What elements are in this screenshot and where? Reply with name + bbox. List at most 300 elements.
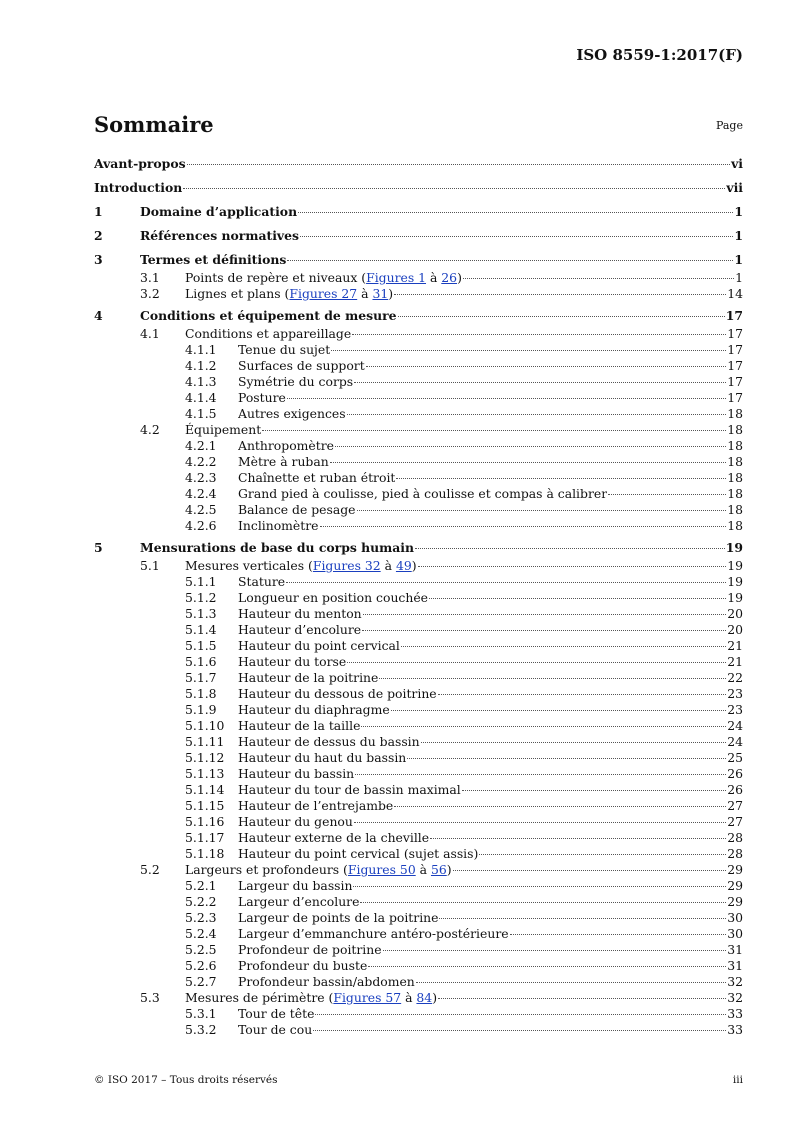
dot-leader [366, 365, 727, 367]
toc-entry-title-text: Hauteur de la poitrine [238, 670, 379, 685]
toc-entry-title [238, 590, 428, 606]
toc-entry-title [238, 1006, 314, 1022]
toc-entry-number: 5.1.11 [185, 734, 225, 749]
dot-leader [608, 493, 726, 495]
toc-entry-page: 18 [727, 406, 743, 421]
toc-entry-page: 25 [727, 750, 743, 765]
toc-entry-number: 5.1.2 [185, 590, 217, 605]
toc-entry-page: 18 [727, 454, 743, 469]
toc-entry[interactable] [94, 878, 743, 894]
toc-entry-title-text: Hauteur du bassin [238, 766, 355, 781]
toc-entry-page: 19 [727, 590, 743, 605]
toc-entry-title [238, 830, 429, 846]
toc-entry[interactable] [94, 798, 743, 814]
toc-entry-title [238, 846, 478, 862]
toc-entry-number: 3.2 [140, 286, 160, 301]
toc-entry-tail: ) [388, 286, 394, 301]
dot-leader [347, 413, 727, 415]
figure-link[interactable]: Figures 32 [312, 558, 381, 573]
toc-entry[interactable] [94, 286, 743, 302]
toc-entry-number: 5.1.13 [185, 766, 225, 781]
toc-entry-title-text: Tour de tête [238, 1006, 315, 1021]
toc-entry-title-text: Largeurs et profondeurs ( [185, 862, 348, 877]
footer-page-number: iii [732, 1074, 743, 1086]
toc-entry-page: 31 [727, 942, 743, 957]
toc-entry-number: 5.3.1 [185, 1006, 217, 1021]
toc-entry-tail: ) [411, 558, 417, 573]
toc-entry-page: 21 [727, 654, 743, 669]
toc-entry-title-text: Équipement [185, 422, 262, 437]
toc-entry-title-text: Surfaces de support [238, 358, 365, 373]
toc-entry-title [185, 862, 452, 878]
toc-entry[interactable] [94, 574, 743, 590]
toc-entry-title-text: Conditions et équipement de mesure [140, 308, 397, 323]
toc-entry-page: 18 [727, 470, 743, 485]
toc-entry-title-text: Références normatives [140, 228, 299, 243]
toc-entry-title-text: Largeur du bassin [238, 878, 353, 893]
toc-entry-page: 20 [727, 606, 743, 621]
toc-entry-title-text: Largeur d’emmanchure antéro-postérieure [238, 926, 509, 941]
toc-entry[interactable] [94, 702, 743, 718]
dot-leader [418, 565, 727, 567]
toc-entry-number: 4.2.5 [185, 502, 217, 517]
dot-leader [368, 965, 726, 967]
toc-entry-page: 28 [727, 846, 743, 861]
toc-entry[interactable] [94, 830, 743, 846]
toc-entry-title-text: Introduction [94, 180, 183, 195]
toc-entry-connector: à [401, 990, 417, 1005]
dot-leader [391, 709, 727, 711]
toc-entry-title [140, 226, 299, 246]
toc-entry-page: 29 [727, 878, 743, 893]
toc-entry-title [185, 270, 462, 286]
toc-entry-page: 24 [727, 718, 743, 733]
toc-entry-number: 5.1.6 [185, 654, 217, 669]
toc-entry-title-text: Hauteur externe de la cheville [238, 830, 430, 845]
toc-entry[interactable] [94, 1022, 743, 1038]
toc-entry-tail: ) [457, 270, 462, 285]
toc-entry-title [238, 454, 329, 470]
toc-entry-page: 17 [727, 342, 743, 357]
dot-leader [313, 1029, 726, 1031]
figure-link[interactable]: 56 [430, 862, 447, 877]
toc-entry-number: 5.1.12 [185, 750, 225, 765]
dot-leader [416, 981, 726, 983]
toc-entry[interactable] [94, 518, 743, 534]
toc-entry-number: 4.2.3 [185, 470, 217, 485]
toc-entry-title-text: Anthropomètre [238, 438, 334, 453]
toc-entry[interactable] [94, 470, 743, 486]
toc-entry-title [94, 178, 182, 198]
toc-entry[interactable] [94, 502, 743, 518]
toc-entry-number: 4.2.4 [185, 486, 217, 501]
toc-entry-number: 2 [94, 228, 103, 243]
toc-entry[interactable] [94, 814, 743, 830]
toc-entry-page: 23 [727, 686, 743, 701]
toc-entry-title-text: Hauteur du point cervical (sujet assis) [238, 846, 479, 861]
toc-entry-title [140, 250, 286, 270]
toc-entry[interactable] [94, 622, 743, 638]
toc-entry[interactable] [94, 734, 743, 750]
toc-entry-number: 5.1.5 [185, 638, 217, 653]
dot-leader [396, 477, 726, 479]
dot-leader [479, 853, 726, 855]
toc-entry-page: 1 [734, 252, 743, 267]
toc-entry-page: 27 [727, 814, 743, 829]
toc-entry[interactable] [94, 406, 743, 422]
dot-leader [335, 445, 726, 447]
toc-entry-title [238, 606, 362, 622]
toc-entry-number: 5.1.1 [185, 574, 217, 589]
dot-leader [510, 933, 727, 935]
toc-entry-page: 1 [735, 270, 743, 285]
toc-entry-page: 17 [727, 390, 743, 405]
toc-entry-number: 5.2.2 [185, 894, 217, 909]
toc-entry-page: 22 [727, 670, 743, 685]
dot-leader [354, 381, 726, 383]
toc-entry-title-text: Symétrie du corps [238, 374, 354, 389]
toc-entry-title [238, 390, 286, 406]
toc-entry-title-text: Chaînette et ruban étroit [238, 470, 396, 485]
toc-entry-number: 4.1 [140, 326, 160, 341]
toc-entry-number: 4.1.1 [185, 342, 217, 357]
toc-entry-title-text: Mesures verticales ( [185, 558, 313, 573]
toc-entry[interactable] [94, 958, 743, 974]
toc-entry[interactable] [94, 654, 743, 670]
toc-entry-title-text: Mensurations de base du corps humain [140, 540, 415, 555]
dot-leader [315, 1013, 726, 1015]
toc-entry-number: 3 [94, 252, 103, 267]
toc-entry-number: 5.2.6 [185, 958, 217, 973]
dot-leader [354, 821, 726, 823]
toc-entry-title [238, 438, 334, 454]
toc-entry-number: 5.2.1 [185, 878, 217, 893]
toc-entry-title-text: Hauteur de dessus du bassin [238, 734, 420, 749]
toc-entry-title-text: Inclinomètre [238, 518, 319, 533]
toc-entry-number: 4.2.6 [185, 518, 217, 533]
toc-entry-page: 19 [727, 574, 743, 589]
toc-entry[interactable] [94, 558, 743, 574]
toc-entry-title-text: Stature [238, 574, 286, 589]
toc-entry[interactable] [94, 750, 743, 766]
toc-entry[interactable] [94, 178, 743, 198]
toc-entry-page: 18 [727, 438, 743, 453]
toc-entry[interactable] [94, 910, 743, 926]
toc-entry-number: 3.1 [140, 270, 160, 285]
toc-entry-title [238, 878, 352, 894]
toc-entry-title-text: Mètre à ruban [238, 454, 329, 469]
toc-entry-page: 17 [727, 358, 743, 373]
figure-link[interactable]: Figures 57 [333, 990, 402, 1005]
toc-entry-number: 5.1.9 [185, 702, 217, 717]
toc-entry-title [238, 574, 285, 590]
toc-entry-page: 23 [727, 702, 743, 717]
toc-entry-page: 32 [727, 974, 743, 989]
toc-entry-page: 17 [727, 326, 743, 341]
toc-entry-title [238, 926, 509, 942]
toc-entry-title-text: Hauteur de la taille [238, 718, 361, 733]
dot-leader [331, 349, 726, 351]
toc-entry-title [238, 670, 378, 686]
toc-entry-page: 33 [727, 1022, 743, 1037]
toc-entry-number: 5 [94, 540, 103, 555]
toc-entry-page: 18 [727, 518, 743, 533]
toc-entry-page: 17 [725, 308, 743, 323]
toc-entry[interactable] [94, 342, 743, 358]
dot-leader [438, 693, 727, 695]
toc-entry-page: 30 [727, 926, 743, 941]
toc-entry[interactable] [94, 1006, 743, 1022]
toc-entry-title-text: Avant-propos [94, 156, 186, 171]
toc-entry-title [238, 374, 353, 390]
toc-entry-number: 5.1.17 [185, 830, 225, 845]
toc-entry[interactable] [94, 638, 743, 654]
toc-entry-title [238, 814, 353, 830]
toc-entry-title [238, 798, 393, 814]
toc-entry-page: 19 [725, 540, 743, 555]
figure-link[interactable]: 26 [441, 270, 458, 285]
toc-entry[interactable] [94, 438, 743, 454]
toc-entry-title [238, 974, 415, 990]
toc-entry-page: 28 [727, 830, 743, 845]
toc-entry-title [238, 406, 346, 422]
dot-leader [462, 789, 726, 791]
dot-leader [363, 613, 727, 615]
dot-leader [438, 997, 726, 999]
toc-entry-page: 18 [727, 422, 743, 437]
toc-entry-title [238, 518, 319, 534]
toc-entry-page: 29 [727, 862, 743, 877]
toc-entry-tail: ) [432, 990, 438, 1005]
toc-entry-page: 29 [727, 894, 743, 909]
dot-leader [361, 725, 726, 727]
toc-entry-title [140, 306, 397, 326]
toc-entry-number: 4.1.5 [185, 406, 217, 421]
dot-leader [463, 277, 734, 279]
dot-leader [398, 315, 725, 317]
toc-entry-title-text: Profondeur du buste [238, 958, 368, 973]
dot-leader [353, 885, 726, 887]
toc-entry-title-text: Domaine d’application [140, 204, 298, 219]
dot-leader [347, 661, 726, 663]
toc-entry[interactable] [94, 486, 743, 502]
toc-entry-title-text: Hauteur du diaphragme [238, 702, 390, 717]
toc-entry-number: 5.1.4 [185, 622, 217, 637]
toc-entry-number: 4 [94, 308, 103, 323]
toc-entry-title [238, 894, 359, 910]
toc-entry[interactable] [94, 846, 743, 862]
dot-leader [379, 677, 726, 679]
page-column-label: Page [715, 119, 743, 132]
toc-entry-title [238, 750, 406, 766]
toc-entry-page: vii [726, 180, 743, 195]
toc-entry-title [238, 702, 390, 718]
toc-entry[interactable] [94, 670, 743, 686]
toc-entry[interactable] [94, 862, 743, 878]
dot-leader [355, 773, 726, 775]
toc-entry-title-text: Points de repère et niveaux ( [185, 270, 367, 285]
toc-entry-title-text: Profondeur de poitrine [238, 942, 382, 957]
toc-entry-title [238, 358, 365, 374]
toc-entry[interactable] [94, 538, 743, 558]
toc-entry[interactable] [94, 766, 743, 782]
dot-leader [286, 581, 726, 583]
dot-leader [300, 235, 733, 237]
dot-leader [187, 163, 731, 165]
toc-entry-title-text: Conditions et appareillage [185, 326, 352, 341]
toc-entry-number: 5.1.18 [185, 846, 225, 861]
dot-leader [394, 805, 726, 807]
toc-entry-title [238, 910, 438, 926]
toc-entry[interactable] [94, 894, 743, 910]
toc-entry[interactable] [94, 226, 743, 246]
toc-entry-title [238, 766, 354, 782]
toc-entry-number: 4.1.4 [185, 390, 217, 405]
dot-leader [360, 901, 726, 903]
dot-leader [429, 597, 726, 599]
dot-leader [439, 917, 726, 919]
dot-leader [407, 757, 726, 759]
toc-entry-title [238, 942, 382, 958]
toc-entry-title-text: Hauteur du genou [238, 814, 353, 829]
figure-link[interactable]: 49 [395, 558, 412, 573]
toc-entry-page: 24 [727, 734, 743, 749]
toc-entry-title [185, 326, 351, 342]
toc-entry-title-text: Grand pied à coulisse, pied à coulisse et compas à calibrer [238, 486, 608, 501]
footer-copyright: © ISO 2017 – Tous droits réservés [94, 1074, 278, 1086]
figure-link[interactable]: 84 [416, 990, 433, 1005]
dot-leader [362, 629, 726, 631]
figure-link[interactable]: 31 [372, 286, 389, 301]
dot-leader [287, 259, 733, 261]
toc-entry-title [238, 486, 607, 502]
toc-entry-title [185, 558, 417, 574]
page-title: Sommaire [94, 112, 214, 137]
toc-entry[interactable] [94, 606, 743, 622]
toc-entry-page: 31 [727, 958, 743, 973]
toc-entry-page: 20 [727, 622, 743, 637]
figure-link[interactable]: Figures 27 [289, 286, 358, 301]
toc-entry-page: 26 [727, 782, 743, 797]
toc-entry-number: 4.2.1 [185, 438, 217, 453]
toc-entry-title-text: Hauteur du menton [238, 606, 362, 621]
toc-entry-title [238, 638, 400, 654]
toc-entry[interactable] [94, 306, 743, 326]
toc-entry[interactable] [94, 686, 743, 702]
dot-leader [183, 187, 725, 189]
toc-entry-number: 4.2 [140, 422, 160, 437]
table-of-contents [94, 154, 743, 1038]
toc-entry[interactable] [94, 202, 743, 222]
toc-entry-title-text: Mesures de périmètre ( [185, 990, 334, 1005]
figure-link[interactable]: Figures 50 [347, 862, 416, 877]
toc-entry-number: 5.2.4 [185, 926, 217, 941]
dot-leader [262, 429, 726, 431]
toc-entry-title-text: Largeur de points de la poitrine [238, 910, 439, 925]
toc-entry-title-text: Hauteur du tour de bassin maximal [238, 782, 461, 797]
toc-entry[interactable] [94, 926, 743, 942]
toc-entry[interactable] [94, 250, 743, 270]
toc-entry[interactable] [94, 718, 743, 734]
toc-entry[interactable] [94, 974, 743, 990]
toc-entry[interactable] [94, 374, 743, 390]
toc-entry-title-text: Longueur en position couchée [238, 590, 429, 605]
toc-entry-title-text: Hauteur du dessous de poitrine [238, 686, 437, 701]
dot-leader [330, 461, 726, 463]
toc-entry-number: 5.3.2 [185, 1022, 217, 1037]
toc-entry-page: 27 [727, 798, 743, 813]
toc-entry-title [238, 958, 367, 974]
toc-entry[interactable] [94, 590, 743, 606]
toc-entry-title [238, 342, 330, 358]
toc-entry-title-text: Tenue du sujet [238, 342, 331, 357]
toc-entry-number: 4.1.3 [185, 374, 217, 389]
toc-entry-connector: à [426, 270, 442, 285]
toc-entry-title-text: Balance de pesage [238, 502, 356, 517]
toc-entry-title-text: Hauteur du torse [238, 654, 347, 669]
toc-entry[interactable] [94, 942, 743, 958]
toc-entry-page: 18 [727, 486, 743, 501]
dot-leader [421, 741, 727, 743]
toc-entry-page: 17 [727, 374, 743, 389]
toc-entry-connector: à [415, 862, 431, 877]
toc-entry-page: vi [731, 156, 743, 171]
toc-entry-page: 19 [727, 558, 743, 573]
toc-entry[interactable] [94, 358, 743, 374]
toc-entry[interactable] [94, 270, 743, 286]
toc-entry-connector: à [380, 558, 396, 573]
toc-entry-page: 32 [727, 990, 743, 1005]
toc-entry[interactable] [94, 326, 743, 342]
toc-entry-title [238, 686, 437, 702]
figure-link[interactable]: Figures 1 [366, 270, 427, 285]
toc-entry-title-text: Tour de cou [238, 1022, 313, 1037]
toc-entry-title-text: Profondeur bassin/abdomen [238, 974, 415, 989]
toc-entry-page: 14 [727, 286, 743, 301]
toc-entry-number: 5.1.8 [185, 686, 217, 701]
toc-entry[interactable] [94, 154, 743, 174]
toc-entry-number: 5.2.3 [185, 910, 217, 925]
toc-entry-title [94, 154, 186, 174]
toc-entry-connector: à [357, 286, 373, 301]
toc-entry-number: 5.1.14 [185, 782, 225, 797]
toc-entry-page: 26 [727, 766, 743, 781]
toc-entry[interactable] [94, 390, 743, 406]
dot-leader [394, 293, 726, 295]
toc-entry[interactable] [94, 422, 743, 438]
toc-entry-number: 5.1.7 [185, 670, 217, 685]
dot-leader [352, 333, 726, 335]
toc-entry-page: 1 [734, 204, 743, 219]
dot-leader [383, 949, 727, 951]
dot-leader [357, 509, 727, 511]
toc-entry-number: 5.2.7 [185, 974, 217, 989]
toc-entry-title [140, 538, 414, 558]
toc-entry-page: 18 [727, 502, 743, 517]
toc-entry-page: 30 [727, 910, 743, 925]
toc-entry-title [238, 502, 356, 518]
toc-entry[interactable] [94, 782, 743, 798]
toc-entry-number: 5.1.16 [185, 814, 225, 829]
toc-entry-number: 5.1.15 [185, 798, 225, 813]
dot-leader [320, 525, 727, 527]
toc-entry-number: 5.1.3 [185, 606, 217, 621]
toc-entry-title [238, 654, 346, 670]
toc-entry[interactable] [94, 454, 743, 470]
toc-entry[interactable] [94, 990, 743, 1006]
toc-entry-number: 5.1 [140, 558, 160, 573]
toc-entry-title [140, 202, 297, 222]
